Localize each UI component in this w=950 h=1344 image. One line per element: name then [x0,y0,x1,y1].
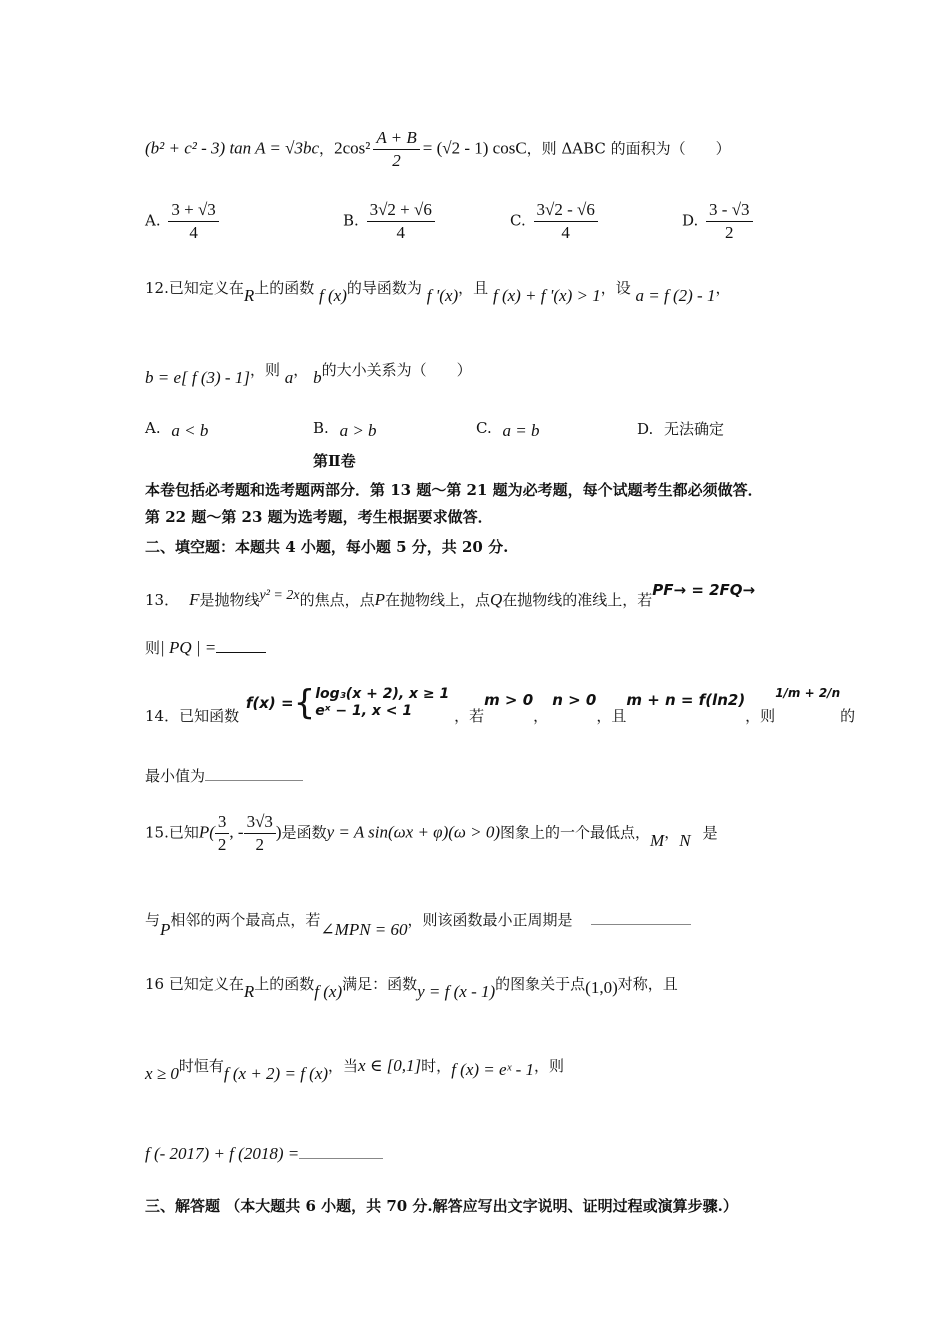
condition-expr-2-suffix: = (√2 - 1) cosC [422,138,527,158]
question-13-line-1: 13． F是抛物线y² = 2x的焦点，点P在抛物线上，点Q在抛物线的准线上，若PF→ = 2FQ→ [145,581,756,609]
q13-answer-blank [216,638,266,653]
answer-section-heading: 三、解答题 （本大题共 6 小题，共 70 分.解答应写出文字说明、证明过程或演算步骤.） [145,1197,738,1215]
sine-function: y = A sin(ωx + φ)(ω > 0) [326,822,501,842]
question-12-line-2: b = e[ f (3) - 1]，则 a， b的大小关系为（ ） [145,361,472,387]
part-2-description-2: 第 22 题～第 23 题为选考题，考生根据要求做答． [145,508,493,526]
vector-condition: PF→ = 2FQ→ [652,581,756,599]
q11-option-c: C. $\frac{3√2 - √6}{4}$ [510,200,601,243]
q16-answer-blank [299,1144,383,1159]
question-16-line-3: f (- 2017) + f (2018) = [145,1144,383,1164]
question-14-line-2: 最小值为 [145,766,303,786]
q12-option-c: C. a = b [476,419,540,440]
condition-expr-2-prefix: 2cos² [334,138,371,158]
question-16-line-1: 16 已知定义在R上的函数f (x)满足：函数y = f (x - 1)的图象关于点(1,0)对称，且 [145,975,678,1001]
angle-condition: ∠MPN = 60 [320,920,408,939]
condition-expr-1: (b² + c² - 3) tan A = √3bc [145,138,320,158]
parabola-equation: y² = 2x [259,588,300,603]
question-16-line-2: x ≥ 0时恒有f (x + 2) = f (x)，当x ∈ [0,1]时，f (x) = eˣ - 1，则 [145,1056,565,1083]
piecewise-function: f(x) = { log₃(x + 2), x ≥ 1 eˣ − 1, x < 1 [245,683,450,723]
q12-option-a: A. a < b [145,419,209,440]
q11-option-b: B. $\frac{3√2 + √6}{4}$ [343,200,438,243]
expression-1m-plus-2n: 1/m + 2/n [775,686,841,700]
part-2-title: 第Ⅱ卷 [313,452,356,470]
part-2-description-1: 本卷包括必考题和选考题两部分．第 13 题～第 21 题为必考题，每个试题考生都必须做答． [145,481,763,499]
question-13-line-2: 则| PQ | = [145,638,266,658]
question-12-line-1: 12.已知定义在R上的函数 f (x)的导函数为 f '(x)，且 f (x) + f '(x) > 1，设 a = f (2) - 1， [145,279,731,305]
question-14-line-1: 14．已知函数 f(x) = { log₃(x + 2), x ≥ 1 eˣ − 1, x < 1 ，若m > 0，n > 0，且m + n = f(ln2)，则$^{1/m + 2/n}$的 [145,683,856,725]
question-15-line-1: 15.已知P( $\frac{3}{2}$ , - $\frac{3√3}{2}$ )是函数y = A sin(ωx + φ)(ω > 0)图象上的一个最低点，M，N 是 [145,812,718,854]
triangle-condition-line: (b² + c² - 3) tan A = √3bc，2cos² $\frac{A + B}{2}$ = (√2 - 1) cosC，则 ΔABC 的面积为（ ） [145,128,731,170]
question-11-prompt: ，则 ΔABC 的面积为（ ） [526,139,731,158]
q11-option-d: D. $\frac{3 - √3}{2}$ [682,200,756,243]
q15-answer-blank [591,910,691,925]
fill-in-section-heading: 二、填空题：本题共 4 小题，每小题 5 分，共 20 分. [145,538,509,556]
q12-option-d: D. 无法确定 [637,420,725,438]
q14-answer-blank [205,766,303,781]
fraction-a-plus-b-over-2: $\frac{A + B}{2}$ [373,128,419,171]
q11-option-a: A. $\frac{3 + √3}{4}$ [145,200,222,243]
question-15-line-2: 与P相邻的两个最高点，若∠MPN = 60，则该函数最小正周期是 [145,910,691,930]
q12-option-b: B. a > b [313,419,377,440]
